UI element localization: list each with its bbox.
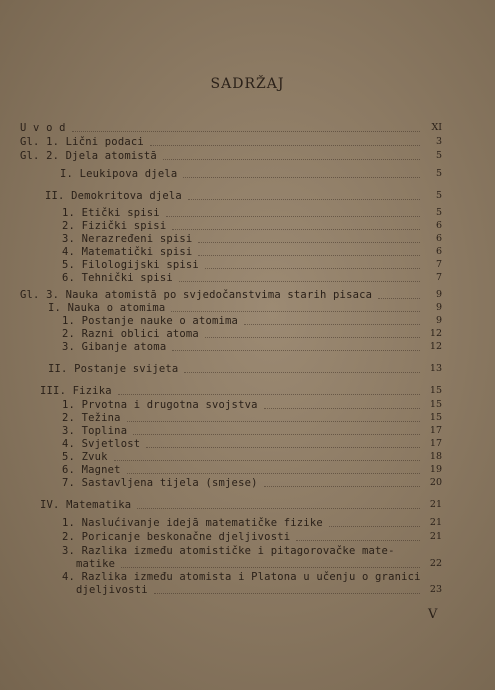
toc-entry-label: 7. Sastavljena tijela (smjese) — [62, 477, 258, 489]
toc-entry — [62, 531, 290, 543]
toc-entry-label: 3. Razlika između atomističke i pitagorovačke mate- — [62, 545, 395, 557]
toc-entry-label: 2. Poricanje beskonačne djeljivosti — [62, 531, 291, 543]
toc-page-number: 12 — [429, 341, 442, 352]
leader-dots — [127, 420, 420, 422]
toc-page-number: 5 — [435, 207, 442, 218]
toc-page-number: 13 — [429, 363, 442, 374]
toc-entry — [62, 399, 258, 411]
toc-entry — [62, 233, 192, 245]
leader-dots — [137, 507, 420, 509]
toc-page-number: 15 — [429, 385, 442, 396]
toc-entry — [62, 207, 160, 219]
toc-page-number: 19 — [429, 464, 442, 475]
toc-entry-label: 1. Prvotna i drugotna svojstva — [62, 399, 258, 411]
toc-entry — [62, 425, 127, 437]
toc-entry-label: 3. Gibanje atoma — [62, 341, 167, 353]
toc-page-number: 5 — [435, 168, 442, 179]
toc-page-number: 21 — [429, 517, 442, 528]
toc-page-number: 21 — [429, 531, 442, 542]
leader-dots — [184, 371, 420, 373]
leader-dots — [121, 566, 420, 568]
toc-entry-label: IV. Matematika — [40, 499, 132, 511]
toc-page-number: 3 — [435, 136, 442, 147]
toc-entry-label: I. Nauka o atomima — [48, 302, 166, 314]
toc-page-number: 5 — [435, 190, 442, 201]
toc-entry-label: 6. Tehnički spisi — [62, 272, 173, 284]
toc-entry — [62, 328, 199, 340]
leader-dots — [146, 446, 420, 448]
toc-page-number: 6 — [435, 220, 442, 231]
toc-entry — [40, 385, 112, 397]
toc-entry-label: Gl. 3. Nauka atomistā po svjedočanstvima starih pisaca — [20, 289, 373, 301]
toc-entry-label: 5. Zvuk — [62, 451, 108, 463]
leader-dots — [114, 459, 420, 461]
toc-page-number: 15 — [429, 399, 442, 410]
toc-entry — [62, 517, 323, 529]
toc-entry — [62, 545, 395, 557]
toc-entry-label: U v o d — [20, 122, 66, 134]
toc-page-number: 6 — [435, 233, 442, 244]
toc-page-number: 9 — [435, 302, 442, 313]
toc-entry — [62, 451, 108, 463]
toc-entry-label: 5. Filologijski spisi — [62, 259, 199, 271]
page-number: V — [428, 607, 438, 622]
toc-entry-label: II. Postanje svijeta — [48, 363, 179, 375]
toc-entry — [62, 464, 121, 476]
toc-entry-label: 4. Matematički spisi — [62, 246, 193, 258]
toc-page-number: 17 — [429, 438, 442, 449]
toc-page-number: 7 — [435, 259, 442, 270]
toc-entry-label: 2. Težina — [62, 412, 121, 424]
toc-entry — [20, 289, 372, 301]
toc-page-number: 20 — [429, 477, 442, 488]
leader-dots — [296, 539, 420, 541]
leader-dots — [166, 215, 420, 217]
toc-page-number: 9 — [435, 315, 442, 326]
leader-dots — [264, 485, 420, 487]
toc-entry — [62, 272, 173, 284]
toc-entry-label: 2. Razni oblici atoma — [62, 328, 199, 340]
toc-page-number: 5 — [435, 150, 442, 161]
toc-entry-label: 2. Fizički spisi — [62, 220, 167, 232]
toc-page-number: 9 — [435, 289, 442, 300]
toc-page-number: 7 — [435, 272, 442, 283]
leader-dots — [118, 393, 420, 395]
leader-dots — [198, 254, 420, 256]
toc-entry — [62, 571, 421, 583]
leader-dots — [154, 592, 420, 594]
toc-entry-label: 4. Razlika između atomista i Platona u učenju o granici — [62, 571, 421, 583]
leader-dots — [264, 407, 420, 409]
toc-entry-label: 4. Svjetlost — [62, 438, 141, 450]
toc-page-number: 22 — [429, 558, 442, 569]
toc-entry — [48, 363, 178, 375]
toc-entry-label: 6. Magnet — [62, 464, 121, 476]
toc-entry — [62, 220, 166, 232]
toc-page-number: 15 — [429, 412, 442, 423]
toc-entry — [45, 190, 182, 202]
toc-entry-label: III. Fizika — [40, 385, 112, 397]
toc-entry-label: Gl. 2. Djela atomistā — [20, 150, 157, 162]
toc-entry — [48, 302, 165, 314]
toc-entry — [62, 477, 258, 489]
toc-entry — [62, 412, 121, 424]
toc-page-number: 17 — [429, 425, 442, 436]
toc-entry — [76, 584, 148, 596]
toc-entry — [62, 438, 140, 450]
toc-entry — [62, 259, 199, 271]
leader-dots — [172, 349, 420, 351]
toc-entry-label: 1. Etički spisi — [62, 207, 160, 219]
toc-entry — [62, 246, 192, 258]
toc-entry — [20, 150, 157, 162]
toc-page-number: XI — [431, 122, 442, 133]
toc-entry — [62, 341, 166, 353]
leader-dots — [244, 323, 420, 325]
page-title: SADRŽAJ — [210, 76, 285, 92]
leader-dots — [205, 336, 420, 338]
leader-dots — [150, 144, 420, 146]
toc-entry — [62, 315, 238, 327]
leader-dots — [329, 525, 420, 527]
toc-entry-label: 3. Toplina — [62, 425, 128, 437]
leader-dots — [171, 310, 420, 312]
leader-dots — [205, 267, 420, 269]
leader-dots — [188, 198, 420, 200]
leader-dots — [172, 228, 420, 230]
leader-dots — [163, 158, 420, 160]
toc-entry-label: I. Leukipova djela — [60, 168, 178, 180]
toc-entry-label: 1. Postanje nauke o atomima — [62, 315, 239, 327]
toc-entry — [20, 136, 144, 148]
toc-page-number: 23 — [429, 584, 442, 595]
toc-page-number: 12 — [429, 328, 442, 339]
leader-dots — [133, 433, 420, 435]
toc-entry-label: 1. Naslućivanje idejā matematičke fizike — [62, 517, 323, 529]
leader-dots — [127, 472, 420, 474]
toc-entry-label: djeljivosti — [76, 584, 148, 596]
leader-dots — [198, 241, 420, 243]
toc-entry-label: matike — [76, 558, 116, 570]
toc-entry — [76, 558, 115, 570]
toc-page-number: 21 — [429, 499, 442, 510]
toc-entry-label: 3. Nerazređeni spisi — [62, 233, 193, 245]
toc-page-number: 18 — [429, 451, 442, 462]
leader-dots — [72, 130, 420, 132]
leader-dots — [179, 280, 420, 282]
toc-page-number: 6 — [435, 246, 442, 257]
toc-entry — [40, 499, 131, 511]
toc-entry — [20, 122, 66, 134]
leader-dots — [183, 176, 420, 178]
toc-entry-label: Gl. 1. Lični podaci — [20, 136, 144, 148]
toc-entry-label: II. Demokritova djela — [45, 190, 182, 202]
toc-entry — [60, 168, 177, 180]
